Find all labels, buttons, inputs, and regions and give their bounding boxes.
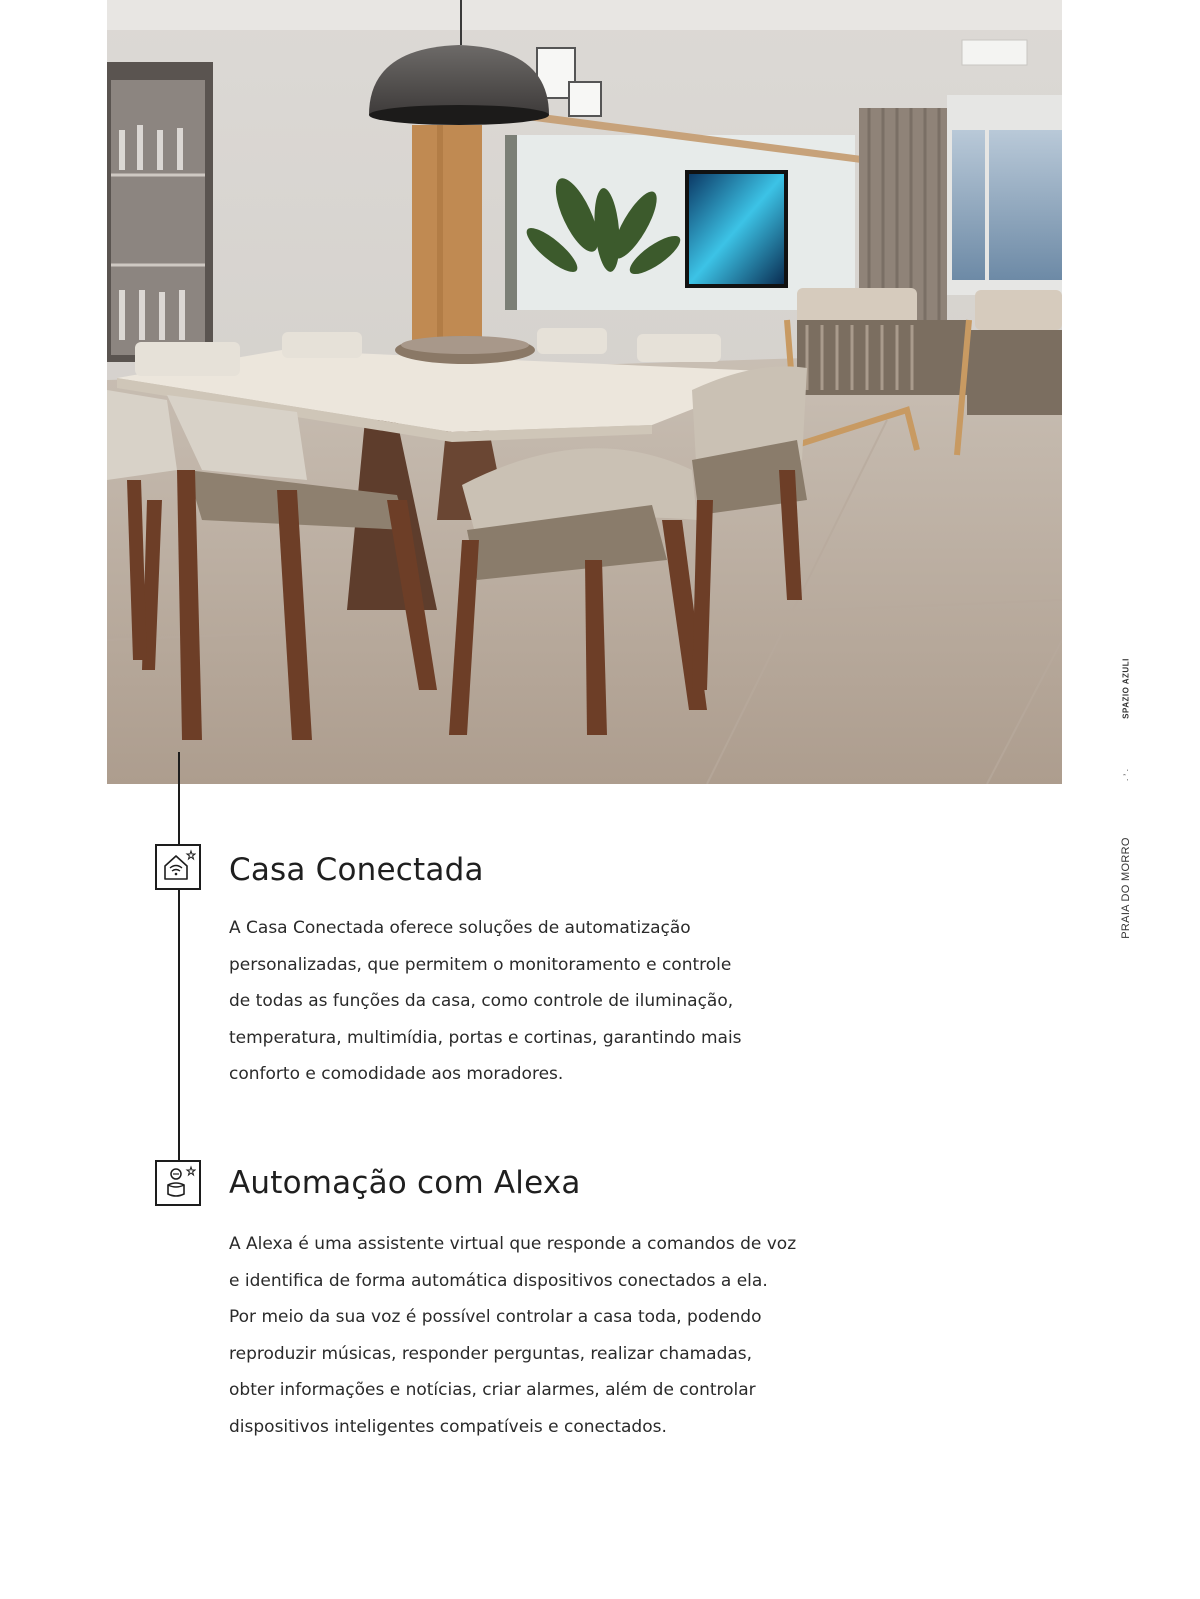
- description-line: personalizadas, que permitem o monitoramento e controle: [229, 954, 732, 975]
- voice-assistant-icon: [160, 1165, 196, 1201]
- smart-home-icon: [160, 849, 196, 885]
- feature-icon-box: [155, 844, 201, 890]
- feature-title: Casa Conectada: [229, 852, 484, 888]
- feature-casa-conectada: [229, 850, 742, 1093]
- description-line: reproduzir músicas, responder perguntas, realizar chamadas,: [229, 1343, 753, 1364]
- brand-mark: · ’ ·: [1122, 768, 1132, 782]
- feature-description: [229, 1226, 796, 1445]
- feature-icon-box: [155, 1160, 201, 1206]
- hero-image: [107, 0, 1062, 784]
- feature-automacao-alexa: [229, 1163, 796, 1445]
- description-line: temperatura, multimídia, portas e cortinas, garantindo mais: [229, 1027, 742, 1048]
- description-line: A Casa Conectada oferece soluções de automatização: [229, 918, 691, 938]
- description-line: e identifica de forma automática dispositivos conectados a ela.: [229, 1270, 768, 1291]
- feature-description: [229, 910, 742, 1093]
- timeline-line: [178, 752, 180, 1160]
- description-line: dispositivos inteligentes compatíveis e conectados.: [229, 1416, 667, 1437]
- description-line: Por meio da sua voz é possível controlar a casa toda, podendo: [229, 1307, 762, 1327]
- feature-title: Automação com Alexa: [229, 1165, 581, 1201]
- description-line: de todas as funções da casa, como controle de iluminação,: [229, 991, 734, 1011]
- description-line: conforto e comodidade aos moradores.: [229, 1064, 564, 1084]
- brand-label: SPAZIO AZULI: [1121, 658, 1131, 719]
- description-line: A Alexa é uma assistente virtual que responde a comandos de voz: [229, 1234, 797, 1254]
- description-line: obter informações e notícias, criar alarmes, além de controlar: [229, 1380, 756, 1400]
- location-label: PRAIA DO MORRO: [1120, 837, 1132, 939]
- dining-room-illustration: [107, 0, 1062, 784]
